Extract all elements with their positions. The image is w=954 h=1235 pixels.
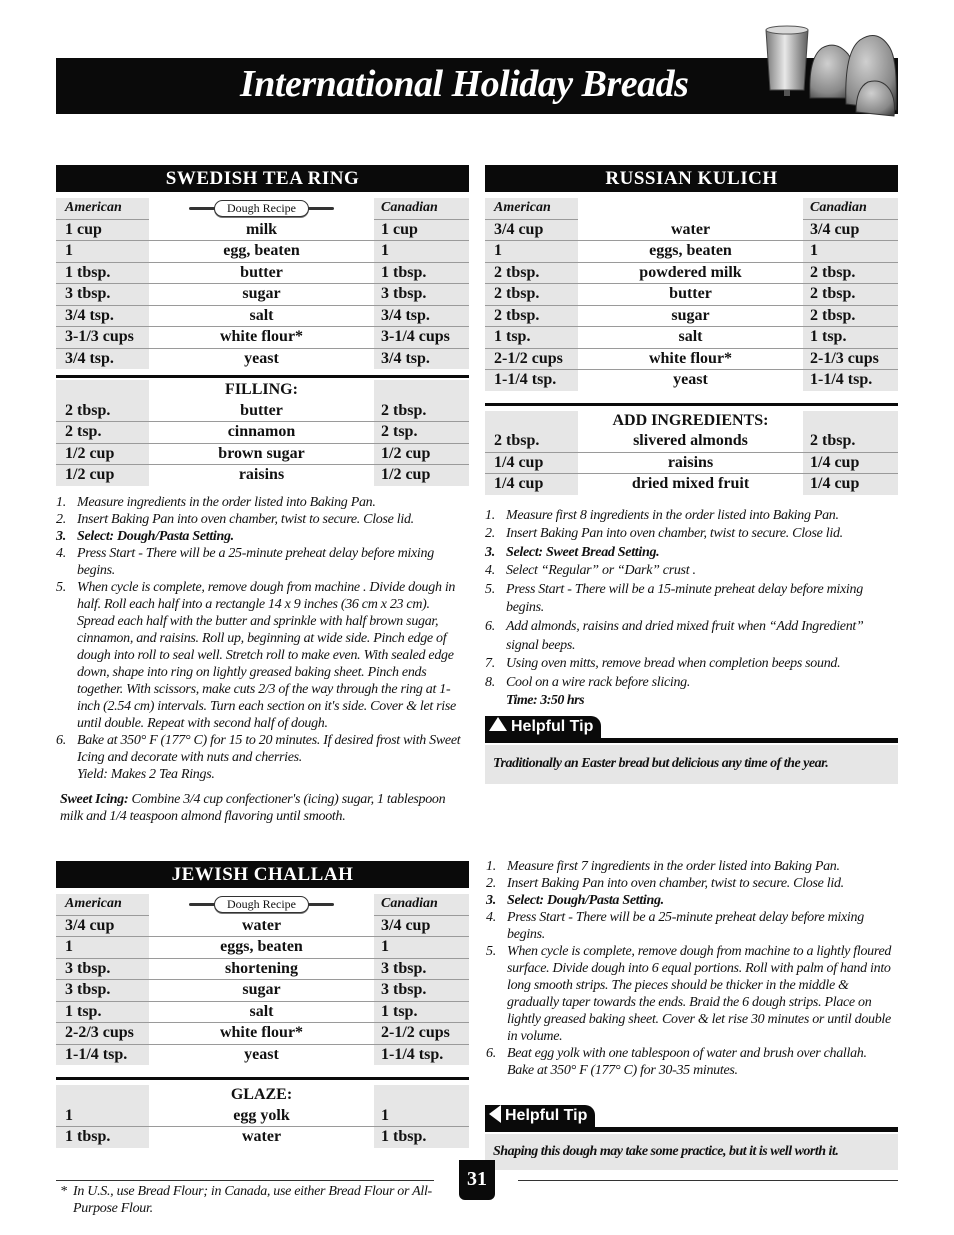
ingredient-name: white flour* <box>149 1023 374 1045</box>
step-text: Add almonds, raisins and dried mixed fruit when “Add Ingredient” signal beeps. <box>506 619 864 653</box>
instruction-step <box>485 562 898 581</box>
page-number: 31 <box>459 1160 495 1200</box>
instruction-step <box>486 892 896 909</box>
ingredient-row <box>56 1023 469 1045</box>
section-title: SWEDISH TEA RING <box>56 165 469 192</box>
footnote-text: In U.S., use Bread Flour; in Canada, use either Bread Flour or All-Purpose Flour. <box>73 1184 432 1216</box>
instruction-step <box>486 909 896 943</box>
step-number: 2. <box>485 526 495 542</box>
american-amount: 1-1/4 tsp. <box>485 370 578 391</box>
ingredient-row <box>56 306 469 328</box>
ingredient-name: eggs, beaten <box>578 241 803 263</box>
ingredient-row <box>485 370 898 391</box>
flour-footnote <box>58 1183 438 1217</box>
canadian-amount: 1 <box>803 241 898 263</box>
col-american-header: American <box>485 198 578 220</box>
footnote-marker: * <box>60 1184 67 1199</box>
instruction-step <box>56 511 469 528</box>
step-number: 2. <box>486 876 496 891</box>
instruction-step <box>56 732 469 783</box>
ingredient-name: salt <box>578 327 803 349</box>
ingredients-table <box>56 198 469 369</box>
canadian-amount: 2-1/2 cups <box>374 1023 469 1045</box>
american-amount: 3 tbsp. <box>56 284 149 306</box>
step-text: Insert Baking Pan into oven chamber, twist to secure. Close lid. <box>77 511 414 527</box>
canadian-amount: 3 tbsp. <box>374 959 469 981</box>
step-number: 3. <box>486 893 496 908</box>
step-text: Press Start - There will be a 25-minute preheat delay before mixing begins. <box>77 545 434 578</box>
american-amount: 1 <box>56 1106 149 1128</box>
american-amount: 2-2/3 cups <box>56 1023 149 1045</box>
canadian-amount: 3/4 cup <box>374 916 469 938</box>
step-text: Select: Dough/Pasta Setting. <box>77 528 234 544</box>
ingredient-name: eggs, beaten <box>149 937 374 959</box>
american-amount: 3 tbsp. <box>56 959 149 981</box>
helpful-tip-text: Shaping this dough may take some practice, but it is well worth it. <box>485 1134 898 1170</box>
american-amount: 3/4 tsp. <box>56 306 149 328</box>
canadian-amount: 1/2 cup <box>374 465 469 486</box>
american-amount: 3 tbsp. <box>56 980 149 1002</box>
canadian-amount: 2-1/3 cups <box>803 349 898 371</box>
footer-rule-right <box>518 1180 898 1181</box>
ingredient-name: sugar <box>578 306 803 328</box>
step-text: Cool on a wire rack before slicing. <box>506 674 691 690</box>
ingredient-row <box>56 241 469 263</box>
ingredient-row <box>56 1002 469 1024</box>
instruction-step <box>485 674 898 693</box>
ingredient-name: cinnamon <box>149 422 374 444</box>
ingredients-table <box>56 894 469 1065</box>
step-text: Insert Baking Pan into oven chamber, twist to secure. Close lid. <box>506 526 843 542</box>
ingredient-row <box>485 220 898 242</box>
canadian-amount: 1 <box>374 241 469 263</box>
ingredient-row <box>485 453 898 475</box>
col-american-header: American <box>56 894 149 916</box>
ingredient-name: shortening <box>149 959 374 981</box>
section-divider <box>56 1077 469 1080</box>
canadian-amount: 2 tbsp. <box>803 263 898 285</box>
step-number: 8. <box>485 674 495 690</box>
instruction-step <box>486 1045 896 1079</box>
ingredient-name: water <box>149 916 374 938</box>
american-amount: 2 tbsp. <box>56 401 149 423</box>
instruction-step <box>485 655 898 674</box>
ingredient-row <box>485 241 898 263</box>
american-amount: 1 <box>56 937 149 959</box>
ingredient-row <box>56 465 469 486</box>
ingredient-row <box>56 980 469 1002</box>
ingredient-row <box>485 263 898 285</box>
canadian-amount: 1/2 cup <box>374 444 469 466</box>
ingredient-name: yeast <box>244 349 279 367</box>
step-text: Bake at 350° F (177° C) for 15 to 20 minutes. If desired frost with Sweet Icing and decorate with nuts and cherries. <box>77 732 461 765</box>
section-title: RUSSIAN KULICH <box>485 165 898 192</box>
icing-text: Combine 3/4 cup confectioner's (icing) sugar, 1 tablespoon milk and 1/4 teaspoon almond flavoring until smooth. <box>60 791 446 824</box>
canadian-amount: 1-1/4 tsp. <box>374 1045 469 1066</box>
ingredient-name: salt <box>149 306 374 328</box>
ingredient-name: white flour* <box>149 327 374 349</box>
ingredient-row <box>56 263 469 285</box>
ingredient-row <box>485 284 898 306</box>
add-ingredients-table <box>485 411 898 495</box>
sweet-icing <box>56 791 469 825</box>
filling-title: FILLING: <box>225 381 298 399</box>
american-amount: 1 tbsp. <box>56 1127 149 1148</box>
ingredient-name: egg yolk <box>149 1106 374 1128</box>
canadian-amount: 1 <box>374 1106 469 1128</box>
american-amount: 2 tbsp. <box>485 306 578 328</box>
instruction-step <box>485 581 898 618</box>
instructions-list <box>56 494 469 783</box>
col-canadian-header: Canadian <box>374 198 469 220</box>
american-amount: 1/4 cup <box>485 474 578 495</box>
canadian-amount: 2 tbsp. <box>803 284 898 306</box>
instruction-step <box>485 525 898 544</box>
step-text: Select: Dough/Pasta Setting. <box>507 893 664 908</box>
swedish-tea-ring-section <box>56 165 469 825</box>
ingredient-row <box>485 474 898 495</box>
american-amount: 2 tbsp. <box>485 284 578 306</box>
challah-helpful-tip <box>485 1105 898 1170</box>
instruction-step <box>56 494 469 511</box>
step-number: 5. <box>485 581 495 597</box>
american-amount: 3/4 cup <box>56 916 149 938</box>
step-text: When cycle is complete, remove dough from machine to a lightly floured surface. Divide dough into 6 equal portions. Roll with palm of hand into long smooth strips. The pieces should be thicker in the middle & gradually taper towards the ends. Braid the 6 dough strips. Place on lightly greased baking sheet. Cover & let rise 30 minutes or until double in volume. <box>507 944 892 1044</box>
step-text: Measure ingredients in the order listed into Baking Pan. <box>77 494 376 510</box>
canadian-amount: 1 cup <box>374 220 469 242</box>
ingredient-row <box>485 431 898 453</box>
step-text: Measure first 7 ingredients in the order listed into Baking Pan. <box>507 859 840 874</box>
american-amount: 1 <box>485 241 578 263</box>
yield-text: Yield: Makes 2 Tea Rings. <box>77 766 215 782</box>
ingredient-name: water <box>578 220 803 242</box>
instruction-step <box>56 579 469 732</box>
american-amount: 2 tsp. <box>56 422 149 444</box>
tip-rule <box>485 1127 898 1132</box>
step-text: Insert Baking Pan into oven chamber, twist to secure. Close lid. <box>507 876 844 891</box>
american-amount: 1/2 cup <box>56 465 149 486</box>
jewish-challah-section <box>56 861 469 1148</box>
step-number: 4. <box>56 545 66 561</box>
canadian-amount: 2 tbsp. <box>374 401 469 423</box>
american-amount: 3/4 tsp. <box>56 349 149 370</box>
add-ingredients-title: ADD INGREDIENTS: <box>612 411 769 429</box>
instruction-step <box>485 544 898 563</box>
canadian-amount: 1/4 cup <box>803 453 898 475</box>
ingredient-row <box>56 220 469 242</box>
tip-rule <box>485 738 898 743</box>
american-amount: 1 tsp. <box>56 1002 149 1024</box>
ingredient-name: butter <box>578 284 803 306</box>
step-number: 3. <box>56 528 66 544</box>
section-divider <box>485 403 898 406</box>
russian-kulich-section <box>485 165 898 710</box>
ingredient-name: raisins <box>238 466 285 484</box>
ingredient-name: sugar <box>149 284 374 306</box>
canadian-amount: 3 tbsp. <box>374 284 469 306</box>
step-text: Using oven mitts, remove bread when completion beeps sound. <box>506 656 841 672</box>
canadian-amount: 3-1/4 cups <box>374 327 469 349</box>
ingredient-name: brown sugar <box>149 444 374 466</box>
bread-pan-illustration <box>760 18 900 118</box>
instructions-list <box>485 507 898 693</box>
col-canadian-header: Canadian <box>803 198 898 220</box>
step-number: 6. <box>56 732 66 748</box>
ingredient-name: milk <box>149 220 374 242</box>
step-text: Select “Regular” or “Dark” crust . <box>506 563 696 579</box>
ingredient-row <box>56 444 469 466</box>
instruction-step <box>56 545 469 579</box>
ingredient-row <box>56 1127 469 1148</box>
step-number: 4. <box>486 910 496 925</box>
ingredient-row <box>485 349 898 371</box>
ingredient-name: raisins <box>578 453 803 475</box>
ingredient-name: yeast <box>244 1045 279 1063</box>
step-number: 5. <box>56 579 66 595</box>
section-divider <box>56 375 469 378</box>
canadian-amount: 3 tbsp. <box>374 980 469 1002</box>
ingredient-row <box>56 422 469 444</box>
step-number: 3. <box>485 544 495 560</box>
step-number: 4. <box>485 563 495 579</box>
instruction-step <box>486 875 896 892</box>
icing-label: Sweet Icing: <box>60 791 129 807</box>
american-amount: 1/2 cup <box>56 444 149 466</box>
canadian-amount: 2 tsp. <box>374 422 469 444</box>
american-amount: 3/4 cup <box>485 220 578 242</box>
canadian-amount: 1/4 cup <box>803 474 898 495</box>
instruction-step <box>486 858 896 875</box>
instruction-step <box>485 618 898 655</box>
step-text: Beat egg yolk with one tablespoon of water and brush over challah. Bake at 350° F (177° C) for 30-35 minutes. <box>507 1046 867 1078</box>
american-amount: 1-1/4 tsp. <box>56 1045 149 1066</box>
ingredient-name: salt <box>149 1002 374 1024</box>
ingredient-name: butter <box>149 263 374 285</box>
helpful-tip-tab <box>485 716 601 738</box>
ingredient-name: egg, beaten <box>149 241 374 263</box>
col-canadian-header: Canadian <box>374 894 469 916</box>
canadian-amount: 1 <box>374 937 469 959</box>
step-number: 2. <box>56 511 66 527</box>
american-amount: 1 cup <box>56 220 149 242</box>
ingredient-name: water <box>241 1128 282 1146</box>
step-text: Select: Sweet Bread Setting. <box>506 544 660 560</box>
ingredient-row <box>56 916 469 938</box>
step-number: 1. <box>485 507 495 523</box>
helpful-tip-label: Helpful Tip <box>505 1107 588 1124</box>
footer-rule-left <box>56 1180 434 1181</box>
american-amount: 2-1/2 cups <box>485 349 578 371</box>
step-number: 6. <box>485 619 495 635</box>
glaze-table <box>56 1085 469 1148</box>
canadian-amount: 1 tbsp. <box>374 263 469 285</box>
ingredient-row <box>56 401 469 423</box>
dough-recipe-badge: Dough Recipe <box>214 896 309 913</box>
challah-instructions-list <box>486 858 896 1079</box>
canadian-amount: 1-1/4 tsp. <box>803 370 898 391</box>
step-number: 7. <box>485 656 495 672</box>
instruction-step <box>485 507 898 526</box>
ingredient-name: dried mixed fruit <box>631 475 750 493</box>
triangle-up-icon <box>489 717 507 731</box>
helpful-tip-text: Traditionally an Easter bread but delicious any time of the year. <box>485 745 898 784</box>
russian-helpful-tip <box>485 716 898 784</box>
ingredient-row <box>56 284 469 306</box>
instruction-step <box>486 943 896 1045</box>
ingredient-row <box>56 959 469 981</box>
american-amount: 1 tsp. <box>485 327 578 349</box>
glaze-title: GLAZE: <box>230 1086 293 1104</box>
ingredient-name: butter <box>149 401 374 423</box>
american-amount: 1 tbsp. <box>56 263 149 285</box>
ingredient-row <box>56 327 469 349</box>
triangle-left-icon <box>489 1105 501 1123</box>
american-amount: 3-1/3 cups <box>56 327 149 349</box>
canadian-amount: 1 tbsp. <box>374 1127 469 1148</box>
instruction-step <box>56 528 469 545</box>
ingredient-name: powdered milk <box>578 263 803 285</box>
step-number: 1. <box>486 859 496 874</box>
american-amount: 2 tbsp. <box>485 263 578 285</box>
canadian-amount: 1 tsp. <box>803 327 898 349</box>
helpful-tip-label: Helpful Tip <box>511 718 594 735</box>
dough-recipe-badge: Dough Recipe <box>214 200 309 217</box>
col-american-header: American <box>56 198 149 220</box>
american-amount: 1 <box>56 241 149 263</box>
canadian-amount: 3/4 tsp. <box>374 306 469 328</box>
ingredient-row <box>56 1045 469 1066</box>
step-number: 5. <box>486 944 496 959</box>
filling-table <box>56 380 469 486</box>
ingredient-row <box>56 349 469 370</box>
canadian-amount: 2 tbsp. <box>803 431 898 453</box>
american-amount: 2 tbsp. <box>485 431 578 453</box>
step-number: 6. <box>486 1046 496 1061</box>
ingredient-row <box>56 937 469 959</box>
canadian-amount: 2 tbsp. <box>803 306 898 328</box>
ingredient-name: yeast <box>673 371 708 389</box>
canadian-amount: 3/4 tsp. <box>374 349 469 370</box>
ingredient-row <box>56 1106 469 1128</box>
ingredient-name: slivered almonds <box>578 431 803 453</box>
canadian-amount: 3/4 cup <box>803 220 898 242</box>
ingredient-row <box>485 327 898 349</box>
step-text: Measure first 8 ingredients in the order listed into Baking Pan. <box>506 507 839 523</box>
bake-time: Time: 3:50 hrs <box>506 693 585 709</box>
canadian-amount: 1 tsp. <box>374 1002 469 1024</box>
ingredients-table <box>485 198 898 391</box>
ingredient-name: white flour* <box>578 349 803 371</box>
step-text: When cycle is complete, remove dough from machine . Divide dough in half. Roll each half into a rectangle 14 x 9 inches (36 cm x 23 cm). Spread each half with the butter and sprinkle with half brown sugar, cinnamon, and raisins. Roll up, beginning at wide side. Pinch edge of dough into roll to seal well. Stretch roll to make even. With sealed edge down, shape into ring on lightly greased baking sheet. Pinch ends together. With scissors, make cuts 2/3 of the way through the ring at 1-inch (2.54 cm) intervals. Turn each section on it's side. Cover & let rise until double. Repeat with second half of dough. <box>77 579 456 731</box>
helpful-tip-tab <box>485 1105 595 1127</box>
ingredient-row <box>485 306 898 328</box>
section-title: JEWISH CHALLAH <box>56 861 469 888</box>
step-text: Press Start - There will be a 25-minute preheat delay before mixing begins. <box>507 910 864 942</box>
step-text: Press Start - There will be a 15-minute preheat delay before mixing begins. <box>506 581 863 616</box>
page-title: International Holiday Breads <box>240 63 689 105</box>
ingredient-name: sugar <box>149 980 374 1002</box>
step-number: 1. <box>56 494 66 510</box>
american-amount: 1/4 cup <box>485 453 578 475</box>
